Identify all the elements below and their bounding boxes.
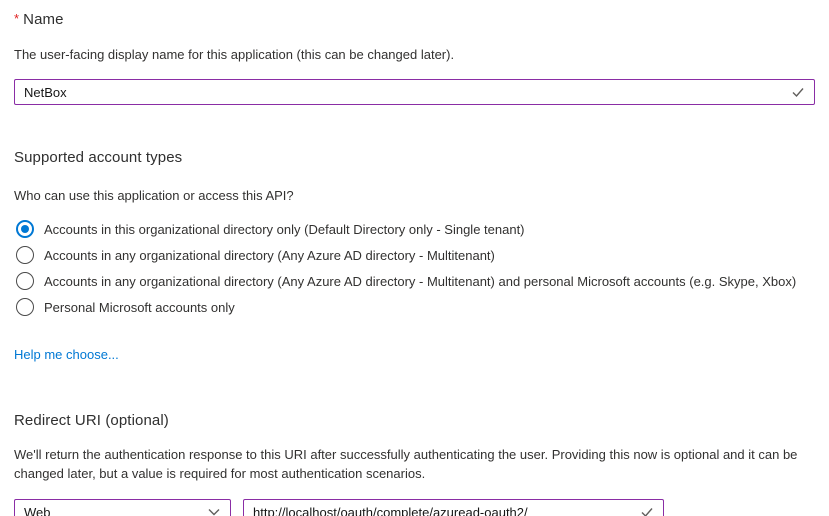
radio-option-multitenant[interactable] <box>14 242 815 268</box>
radio-icon <box>16 246 34 264</box>
account-types-section <box>14 149 815 362</box>
redirect-uri-controls <box>14 499 815 516</box>
platform-select[interactable] <box>14 499 231 516</box>
radio-option-multitenant-personal[interactable] <box>14 268 815 294</box>
account-types-question: Who can use this application or access this API? <box>14 188 294 203</box>
name-description: The user-facing display name for this application (this can be changed later). <box>14 47 455 62</box>
radio-option-single-tenant[interactable] <box>14 216 815 242</box>
account-types-title: Supported account types <box>14 149 183 166</box>
redirect-uri-input[interactable] <box>244 500 663 516</box>
name-input[interactable] <box>15 80 814 104</box>
redirect-uri-section <box>14 412 815 516</box>
redirect-uri-field-container <box>243 499 664 516</box>
platform-select-value: Web <box>24 504 51 516</box>
name-section <box>14 11 815 105</box>
redirect-uri-description: We'll return the authentication response to this URI after successfully authenticating the user. Providing this now is optional and it can be changed later, but a value is required for most authentication scenarios. <box>14 447 798 481</box>
help-me-choose-link[interactable]: Help me choose... <box>14 347 119 362</box>
radio-icon <box>16 220 34 238</box>
required-marker: * <box>14 11 20 26</box>
radio-icon <box>16 298 34 316</box>
radio-option-label: Personal Microsoft accounts only <box>44 299 235 315</box>
name-field-container <box>14 79 815 105</box>
name-section-title-text: Name <box>23 11 64 28</box>
name-section-title <box>14 11 815 28</box>
account-types-radio-group <box>14 216 815 320</box>
chevron-down-icon <box>207 505 221 516</box>
radio-option-personal-only[interactable] <box>14 294 815 320</box>
redirect-uri-title: Redirect URI (optional) <box>14 412 169 429</box>
radio-option-label: Accounts in any organizational directory (Any Azure AD directory - Multitenant) <box>44 247 495 263</box>
radio-option-label: Accounts in any organizational directory (Any Azure AD directory - Multitenant) and personal Microsoft accounts (e.g. Skype, Xbox) <box>44 273 797 289</box>
radio-icon <box>16 272 34 290</box>
radio-option-label: Accounts in this organizational directory only (Default Directory only - Single tenant) <box>44 221 525 237</box>
